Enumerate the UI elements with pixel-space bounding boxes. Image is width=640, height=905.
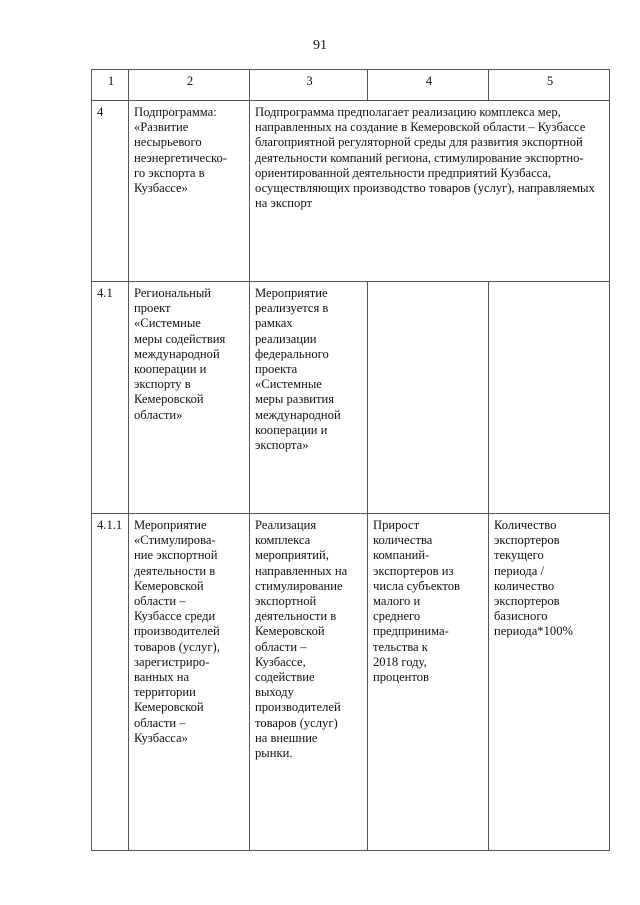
row-number: 4.1.1 — [92, 514, 129, 851]
table-row — [92, 101, 610, 282]
header-cell: 1 — [92, 70, 129, 101]
table-row — [92, 514, 610, 851]
program-table — [91, 69, 610, 851]
header-cell: 4 — [368, 70, 489, 101]
row-description: Подпрограмма предполагает реализацию комплекса мер, направленных на создание в Кемеровской области – Кузбассе благоприятной регуляторной среды для развития экспортной деятельности компаний региона, стимулирование экспортно-ориентированной деятельности предприятий Кузбасса, осуществляющих производство товаров (услуг), направляемых на экспорт — [250, 101, 610, 282]
row-name: Региональный проект «Системные меры содействия международной кооперации и экспорту в Кемеровской области» — [129, 282, 250, 514]
row-col5 — [489, 282, 610, 514]
row-col5: Количество экспортеров текущего периода / количество экспортеров базисного периода*100% — [489, 514, 610, 851]
row-number: 4.1 — [92, 282, 129, 514]
header-cell: 3 — [250, 70, 368, 101]
header-cell: 5 — [489, 70, 610, 101]
row-col4: Прирост количества компаний- экспортеров из числа субъектов малого и среднего предпринима- тельства к 2018 году, процентов — [368, 514, 489, 851]
table-row — [92, 282, 610, 514]
header-cell: 2 — [129, 70, 250, 101]
row-number: 4 — [92, 101, 129, 282]
row-col3: Реализация комплекса мероприятий, направленных на стимулирование экспортной деятельности в Кемеровской области – Кузбассе, содействие выходу производителей товаров (услуг) на внешние рынки. — [250, 514, 368, 851]
row-name: Подпрограмма: «Развитие несырьевого неэнергетическо- го экспорта в Кузбассе» — [129, 101, 250, 282]
page-number: 91 — [313, 38, 327, 53]
header-row — [92, 70, 610, 101]
row-col4 — [368, 282, 489, 514]
row-col3: Мероприятие реализуется в рамках реализации федерального проекта «Системные меры развития международной кооперации и экспорта» — [250, 282, 368, 514]
row-name: Мероприятие «Стимулирова- ние экспортной деятельности в Кемеровской области – Кузбассе среди производителей товаров (услуг), зарегистриро- ванных на территории Кемеровской области – Кузбасса» — [129, 514, 250, 851]
